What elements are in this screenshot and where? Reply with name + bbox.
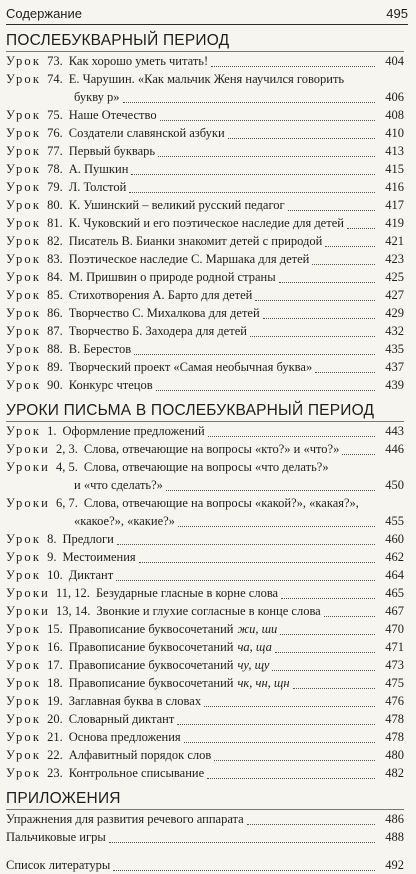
lesson-number: 88. — [47, 342, 63, 356]
toc-entry — [6, 214, 404, 232]
toc-entry — [6, 106, 404, 124]
lesson-number: 15. — [47, 622, 63, 636]
toc-entry — [6, 810, 404, 828]
leader-dots — [281, 588, 375, 599]
toc-entry — [6, 232, 404, 250]
entry-page: 432 — [385, 324, 404, 338]
toc-entry — [6, 728, 404, 746]
toc-entry — [6, 440, 404, 458]
lesson-label: Урок — [6, 378, 42, 392]
lesson-number: 1. — [47, 424, 57, 438]
leader-dots — [207, 768, 375, 779]
entry-page: 429 — [385, 306, 404, 320]
entry-title: Слова, отвечающие на вопросы «что делать?» — [83, 460, 329, 474]
entry-page: 476 — [385, 694, 404, 708]
entry-page: 413 — [385, 144, 404, 158]
toc-entry — [6, 566, 404, 584]
toc-entry — [6, 692, 404, 710]
entry-title: Творчество Б. Заходера для детей — [68, 324, 247, 338]
entry-title-continued: букву р» — [74, 90, 120, 104]
lesson-number: 75. — [47, 108, 63, 122]
lesson-label: Урок — [6, 676, 42, 690]
lesson-label: Урок — [6, 198, 42, 212]
lesson-label: Урок — [6, 54, 42, 68]
entry-title: К. Ушинский – великий русский педагог — [68, 198, 285, 212]
lesson-label: Урок — [6, 162, 42, 176]
lesson-number: 2, 3. — [56, 442, 78, 456]
leader-dots — [288, 200, 375, 211]
toc-entry-line — [6, 512, 404, 530]
lesson-number: 90. — [47, 378, 63, 392]
running-head — [6, 2, 408, 25]
entry-title: Творчество С. Михалкова для детей — [68, 306, 260, 320]
leader-dots — [116, 570, 375, 581]
entry-page: 473 — [385, 658, 404, 672]
lesson-label: Урок — [6, 712, 42, 726]
toc-entry — [6, 322, 404, 340]
lesson-number: 77. — [47, 144, 63, 158]
lesson-label: Уроки — [6, 460, 51, 474]
entry-title: Л. Толстой — [68, 180, 127, 194]
toc-entry-line — [6, 476, 404, 494]
leader-dots — [250, 326, 375, 337]
lesson-label: Урок — [6, 270, 42, 284]
leader-dots — [312, 254, 375, 265]
entry-page: 419 — [385, 216, 404, 230]
lesson-number: 22. — [47, 748, 63, 762]
toc-entry — [6, 674, 404, 692]
leader-dots — [117, 534, 375, 545]
lesson-number: 80. — [47, 198, 63, 212]
entry-page: 421 — [385, 234, 404, 248]
toc-entry-line — [6, 88, 404, 106]
entry-page: 482 — [385, 766, 404, 780]
lesson-label: Урок — [6, 288, 42, 302]
lesson-number: 79. — [47, 180, 63, 194]
lesson-number: 84. — [47, 270, 63, 284]
toc-entry — [6, 268, 404, 286]
entry-title: Алфавитный порядок слов — [68, 748, 212, 762]
toc-entry — [6, 494, 404, 530]
entry-page: 437 — [385, 360, 404, 374]
bibliography-title: Список литературы — [6, 858, 111, 872]
leader-dots — [228, 128, 375, 139]
entry-title: Слова, отвечающие на вопросы «кто?» и «что?» — [83, 442, 340, 456]
entry-title: Правописание буквосочетаний — [68, 622, 234, 636]
leader-dots — [208, 426, 375, 437]
lesson-number: 87. — [47, 324, 63, 338]
toc-entry — [6, 710, 404, 728]
lesson-label: Урок — [6, 568, 42, 582]
leader-dots — [177, 714, 375, 725]
toc-entry — [6, 584, 404, 602]
entry-page: 478 — [385, 730, 404, 744]
entry-title: Первый букварь — [68, 144, 156, 158]
toc-entry — [6, 638, 404, 656]
toc-entry — [6, 602, 404, 620]
entry-title: Писатель В. Бианки знакомит детей с природой — [68, 234, 323, 248]
entry-page: 417 — [385, 198, 404, 212]
lesson-label: Урок — [6, 748, 42, 762]
lesson-label: Урок — [6, 342, 42, 356]
leader-dots — [113, 860, 375, 871]
entry-title: Безударные гласные в корне слова — [95, 586, 279, 600]
leader-dots — [123, 92, 375, 103]
entry-page: 455 — [385, 514, 404, 528]
lesson-label: Уроки — [6, 442, 51, 456]
leader-dots — [293, 678, 375, 689]
lesson-number: 9. — [47, 550, 57, 564]
lesson-number: 73. — [47, 54, 63, 68]
entry-title: Диктант — [68, 568, 114, 582]
lesson-label: Урок — [6, 640, 42, 654]
leader-dots — [131, 164, 375, 175]
entry-page: 410 — [385, 126, 404, 140]
entry-title: Слова, отвечающие на вопросы «какой?», «какая?», — [83, 496, 359, 510]
leader-dots — [109, 832, 375, 843]
lesson-label: Урок — [6, 694, 42, 708]
entry-letters: чу, щу — [237, 658, 270, 672]
lesson-label: Уроки — [6, 586, 51, 600]
lesson-label: Урок — [6, 532, 42, 546]
leader-dots — [211, 56, 375, 67]
lesson-label: Урок — [6, 306, 42, 320]
toc-entry — [6, 70, 404, 106]
leader-dots — [315, 362, 375, 373]
toc-entry — [6, 422, 404, 440]
entry-title: Упражнения для развития речевого аппарата — [6, 812, 244, 826]
entry-title: Правописание буквосочетаний — [68, 640, 234, 654]
toc-entry — [6, 340, 404, 358]
leader-dots — [255, 290, 375, 301]
lesson-number: 4, 5. — [56, 460, 78, 474]
leader-dots — [214, 750, 375, 761]
lesson-number: 11, 12. — [56, 586, 90, 600]
entry-letters: ча, ща — [237, 640, 272, 654]
lesson-number: 82. — [47, 234, 63, 248]
toc-entry — [6, 52, 404, 70]
lesson-number: 18. — [47, 676, 63, 690]
entry-page: 486 — [385, 812, 404, 826]
toc-entry — [6, 178, 404, 196]
lesson-number: 85. — [47, 288, 63, 302]
lesson-number: 8. — [47, 532, 57, 546]
toc-entry — [6, 828, 404, 846]
entry-page: 464 — [385, 568, 404, 582]
entry-title: Поэтическое наследие С. Маршака для детей — [68, 252, 310, 266]
page-number: 495 — [386, 5, 408, 21]
entry-title: Творческий проект «Самая необычная буква» — [68, 360, 313, 374]
entry-page: 478 — [385, 712, 404, 726]
leader-dots — [347, 218, 375, 229]
entry-letters: жи, ши — [237, 622, 278, 636]
running-head-title: Содержание — [6, 5, 82, 21]
entry-title: Контрольное списывание — [68, 766, 205, 780]
entry-title: Е. Чарушин. «Как мальчик Женя научился говорить — [68, 72, 345, 86]
lesson-label: Урок — [6, 252, 42, 266]
toc-entry-line — [6, 494, 404, 512]
toc-entry — [6, 124, 404, 142]
lesson-label: Урок — [6, 108, 42, 122]
entry-page: 406 — [385, 90, 404, 104]
entry-page: 470 — [385, 622, 404, 636]
toc-entry — [6, 250, 404, 268]
lesson-number: 83. — [47, 252, 63, 266]
lesson-number: 76. — [47, 126, 63, 140]
lesson-label: Урок — [6, 126, 42, 140]
entry-page: 446 — [385, 442, 404, 456]
leader-dots — [325, 236, 375, 247]
entry-title: Пальчиковые игры — [6, 830, 106, 844]
entry-page: 416 — [385, 180, 404, 194]
entry-page: 404 — [385, 54, 404, 68]
entry-page: 488 — [385, 830, 404, 844]
leader-dots — [166, 480, 375, 491]
entry-title: Правописание буквосочетаний — [68, 676, 234, 690]
lesson-label: Урок — [6, 234, 42, 248]
lesson-label: Урок — [6, 180, 42, 194]
entry-title: Основа предложения — [68, 730, 181, 744]
entry-title-continued: и «что сделать?» — [74, 478, 163, 492]
lesson-number: 81. — [47, 216, 63, 230]
entry-title: Конкурс чтецов — [68, 378, 153, 392]
entry-page: 425 — [385, 270, 404, 284]
lesson-label: Уроки — [6, 496, 51, 510]
lesson-label: Урок — [6, 324, 42, 338]
lesson-number: 86. — [47, 306, 63, 320]
section-heading: ПРИЛОЖЕНИЯ — [6, 788, 404, 810]
lesson-label: Урок — [6, 424, 42, 438]
toc-entry — [6, 746, 404, 764]
entry-title: Наше Отечество — [68, 108, 157, 122]
leader-dots — [272, 660, 375, 671]
toc-entry — [6, 142, 404, 160]
lesson-label: Урок — [6, 72, 42, 86]
lesson-number: 78. — [47, 162, 63, 176]
leader-dots — [275, 642, 375, 653]
entry-title: В. Берестов — [68, 342, 132, 356]
entry-letters: чк, чн, щн — [237, 676, 290, 690]
entry-title: Местоимения — [62, 550, 136, 564]
entry-title: Предлоги — [62, 532, 114, 546]
entry-title: А. Пушкин — [68, 162, 129, 176]
lesson-label: Урок — [6, 730, 42, 744]
entry-page: 435 — [385, 342, 404, 356]
leader-dots — [156, 380, 375, 391]
leader-dots — [158, 146, 375, 157]
leader-dots — [160, 110, 375, 121]
section-heading: УРОКИ ПИСЬМА В ПОСЛЕБУКВАРНЫЙ ПЕРИОД — [6, 400, 404, 422]
leader-dots — [184, 732, 375, 743]
toc-entry — [6, 160, 404, 178]
toc-entry — [6, 358, 404, 376]
lesson-number: 21. — [47, 730, 63, 744]
leader-dots — [134, 344, 375, 355]
lesson-number: 19. — [47, 694, 63, 708]
spacer — [6, 846, 404, 856]
leader-dots — [342, 444, 375, 455]
leader-dots — [129, 182, 375, 193]
entry-page: 408 — [385, 108, 404, 122]
leader-dots — [139, 552, 375, 563]
entry-page: 415 — [385, 162, 404, 176]
lesson-number: 6, 7. — [56, 496, 78, 510]
lesson-number: 89. — [47, 360, 63, 374]
leader-dots — [247, 814, 375, 825]
toc-entry — [6, 656, 404, 674]
leader-dots — [280, 624, 375, 635]
entry-title-continued: «какое?», «какие?» — [74, 514, 175, 528]
toc-entry — [6, 764, 404, 782]
lesson-label: Урок — [6, 216, 42, 230]
toc-entry-line — [6, 70, 404, 88]
toc-entry — [6, 548, 404, 566]
lesson-number: 13, 14. — [56, 604, 91, 618]
toc-entry — [6, 286, 404, 304]
bibliography-entry — [6, 856, 404, 874]
lesson-number: 20. — [47, 712, 63, 726]
leader-dots — [178, 516, 375, 527]
lesson-number: 10. — [47, 568, 63, 582]
lesson-number: 17. — [47, 658, 63, 672]
lesson-label: Урок — [6, 622, 42, 636]
entry-page: 480 — [385, 748, 404, 762]
entry-page: 427 — [385, 288, 404, 302]
entry-title: Как хорошо уметь читать! — [68, 54, 209, 68]
toc-entry — [6, 196, 404, 214]
entry-page: 465 — [385, 586, 404, 600]
lesson-label: Урок — [6, 766, 42, 780]
lesson-number: 23. — [47, 766, 63, 780]
entry-title: М. Пришвин о природе родной страны — [68, 270, 276, 284]
leader-dots — [263, 308, 375, 319]
entry-page: 443 — [385, 424, 404, 438]
table-of-contents — [6, 30, 404, 874]
leader-dots — [204, 696, 375, 707]
entry-page: 439 — [385, 378, 404, 392]
entry-page: 450 — [385, 478, 404, 492]
lesson-label: Урок — [6, 144, 42, 158]
entry-page: 462 — [385, 550, 404, 564]
toc-entry — [6, 458, 404, 494]
entry-page: 460 — [385, 532, 404, 546]
toc-entry — [6, 620, 404, 638]
leader-dots — [279, 272, 375, 283]
entry-title: Заглавная буква в словах — [68, 694, 202, 708]
lesson-label: Урок — [6, 360, 42, 374]
lesson-number: 16. — [47, 640, 63, 654]
toc-entry — [6, 376, 404, 394]
toc-entry — [6, 304, 404, 322]
entry-title: Оформление предложений — [62, 424, 205, 438]
entry-page: 475 — [385, 676, 404, 690]
entry-title: Стихотворения А. Барто для детей — [68, 288, 253, 302]
entry-page: 423 — [385, 252, 404, 266]
lesson-number: 74. — [47, 72, 63, 86]
leader-dots — [324, 606, 375, 617]
entry-page: 467 — [385, 604, 404, 618]
entry-title: Правописание буквосочетаний — [68, 658, 234, 672]
entry-page: 471 — [385, 640, 404, 654]
toc-entry-line — [6, 458, 404, 476]
lesson-label: Урок — [6, 550, 42, 564]
entry-title: К. Чуковский и его поэтическое наследие для детей — [68, 216, 344, 230]
entry-title: Создатели славянской азбуки — [68, 126, 225, 140]
lesson-label: Урок — [6, 658, 42, 672]
section-heading: ПОСЛЕБУКВАРНЫЙ ПЕРИОД — [6, 30, 404, 52]
bibliography-page: 492 — [385, 858, 404, 872]
lesson-label: Уроки — [6, 604, 51, 618]
entry-title: Словарный диктант — [68, 712, 175, 726]
toc-entry — [6, 530, 404, 548]
entry-title: Звонкие и глухие согласные в конце слова — [96, 604, 321, 618]
